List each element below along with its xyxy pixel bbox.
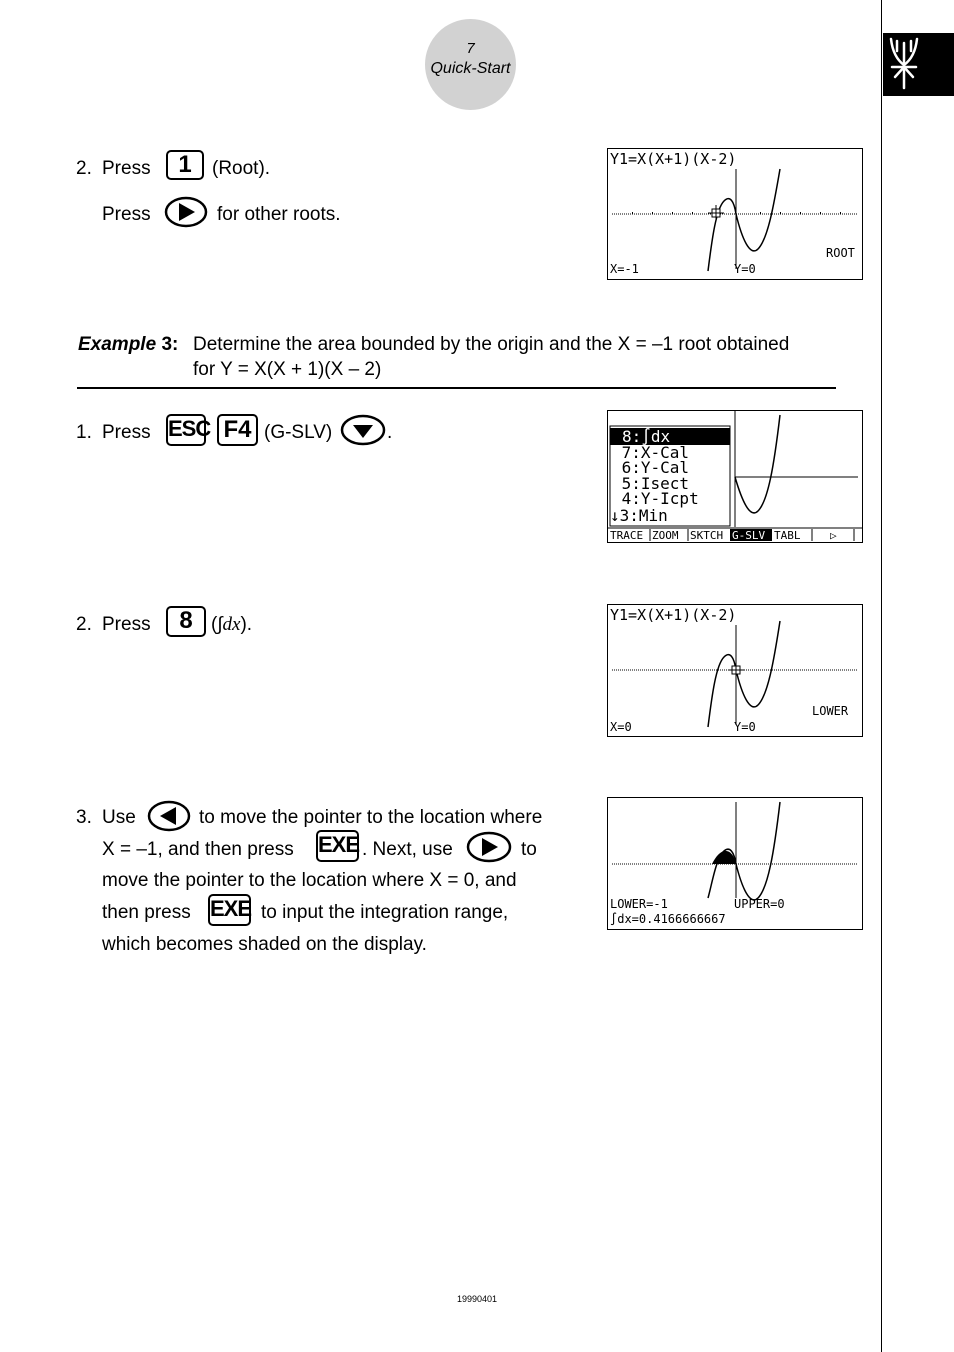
menu-item-yicpt: 4:Y-Icpt [612, 489, 699, 508]
section-title: Quick-Start [430, 60, 511, 77]
screen-x-value: X=-1 [610, 262, 639, 276]
right-arrow-key-icon [466, 831, 512, 863]
use-text: Use [102, 807, 136, 828]
menu-item-ycal: 6:Y-Cal [612, 458, 690, 477]
softkey-gslv: G-SLV [732, 529, 766, 542]
example-number: 3: [161, 334, 179, 355]
upper-bound: UPPER=0 [734, 897, 785, 911]
page-badge [425, 19, 516, 110]
softkey-trace: TRACE [610, 529, 644, 542]
menu-item-min: ↓3:Min [610, 506, 668, 525]
press-text: Press [102, 422, 151, 443]
screen-y-value: Y=0 [734, 720, 756, 734]
press-text: Press [102, 614, 151, 635]
integral-label [211, 614, 252, 636]
key-8: 8 [166, 606, 206, 637]
key-f4: F4 [217, 414, 258, 446]
calculus-icon [883, 33, 954, 96]
screen-x-value: X=0 [610, 720, 632, 734]
gslv-label: (G-SLV) [264, 422, 333, 443]
root-label: (Root). [212, 158, 271, 179]
footer-code: 19990401 [456, 1294, 498, 1304]
step-number: 2. [76, 614, 92, 635]
example-label: Example [78, 334, 157, 355]
chapter-tab [883, 33, 954, 96]
left-arrow-key-icon [147, 800, 191, 832]
example-text-line1: Determine the area bounded by the origin and the X = –1 root obtained [193, 334, 790, 355]
down-arrow-key-icon [340, 414, 386, 446]
paren-open: ( [211, 614, 218, 635]
menu-item-xcal: 7:X-Cal [612, 443, 690, 462]
softkey-more: ▷ [830, 529, 837, 542]
step3-line2a: X = –1, and then press [102, 839, 294, 860]
screen-mode: LOWER [812, 704, 849, 718]
screen-function: Y1=X(X+1)(X-2) [610, 150, 737, 168]
page-number: 7 [466, 40, 475, 57]
screen-function: Y1=X(X+1)(X-2) [610, 606, 737, 624]
key-esc: ESC [166, 414, 206, 446]
step3-line2c: to [521, 839, 537, 860]
page-edge-line [881, 0, 882, 1352]
dx-text: dx [222, 614, 241, 635]
integral-result: ∫dx=0.4166666667 [610, 912, 726, 926]
other-roots-text: for other roots. [217, 204, 341, 225]
step3-line2b: . Next, use [362, 839, 453, 860]
key-exe: EXE [208, 894, 251, 926]
menu-item-isect: 5:Isect [612, 474, 690, 493]
calculator-screen-integral [607, 797, 863, 930]
calculator-screen-gslv-menu [607, 410, 863, 543]
calculator-screen-root [607, 148, 863, 280]
integral-symbol: ∫ [217, 614, 223, 635]
menu-item-integral: 8:∫dx [622, 427, 671, 446]
screen-y-value: Y=0 [734, 262, 756, 276]
divider [77, 387, 836, 389]
example-text-line2: for Y = X(X + 1)(X – 2) [193, 359, 382, 380]
softkey-sktch: SKTCH [690, 529, 724, 542]
softkey-zoom: ZOOM [652, 529, 679, 542]
lower-bound: LOWER=-1 [610, 897, 668, 911]
period: . [387, 422, 393, 443]
step3-line3: move the pointer to the location where X = 0, and [102, 870, 517, 891]
softkey-tabl: TABL [774, 529, 801, 542]
press-text: Press [102, 158, 151, 179]
right-arrow-key-icon [164, 196, 208, 228]
key-1: 1 [166, 150, 204, 180]
step3-line1: to move the pointer to the location where [199, 807, 543, 828]
example-heading [78, 334, 178, 356]
key-exe: EXE [316, 830, 359, 862]
step-number: 1. [76, 422, 92, 443]
step3-line4a: then press [102, 902, 191, 923]
screen-mode: ROOT [826, 246, 855, 260]
step-number: 2. [76, 158, 92, 179]
step3-line5: which becomes shaded on the display. [102, 934, 427, 955]
press-text: Press [102, 204, 151, 225]
calculator-screen-lower [607, 604, 863, 737]
paren-close: ). [240, 614, 253, 635]
step-number: 3. [76, 807, 92, 828]
step3-line4b: to input the integration range, [261, 902, 509, 923]
